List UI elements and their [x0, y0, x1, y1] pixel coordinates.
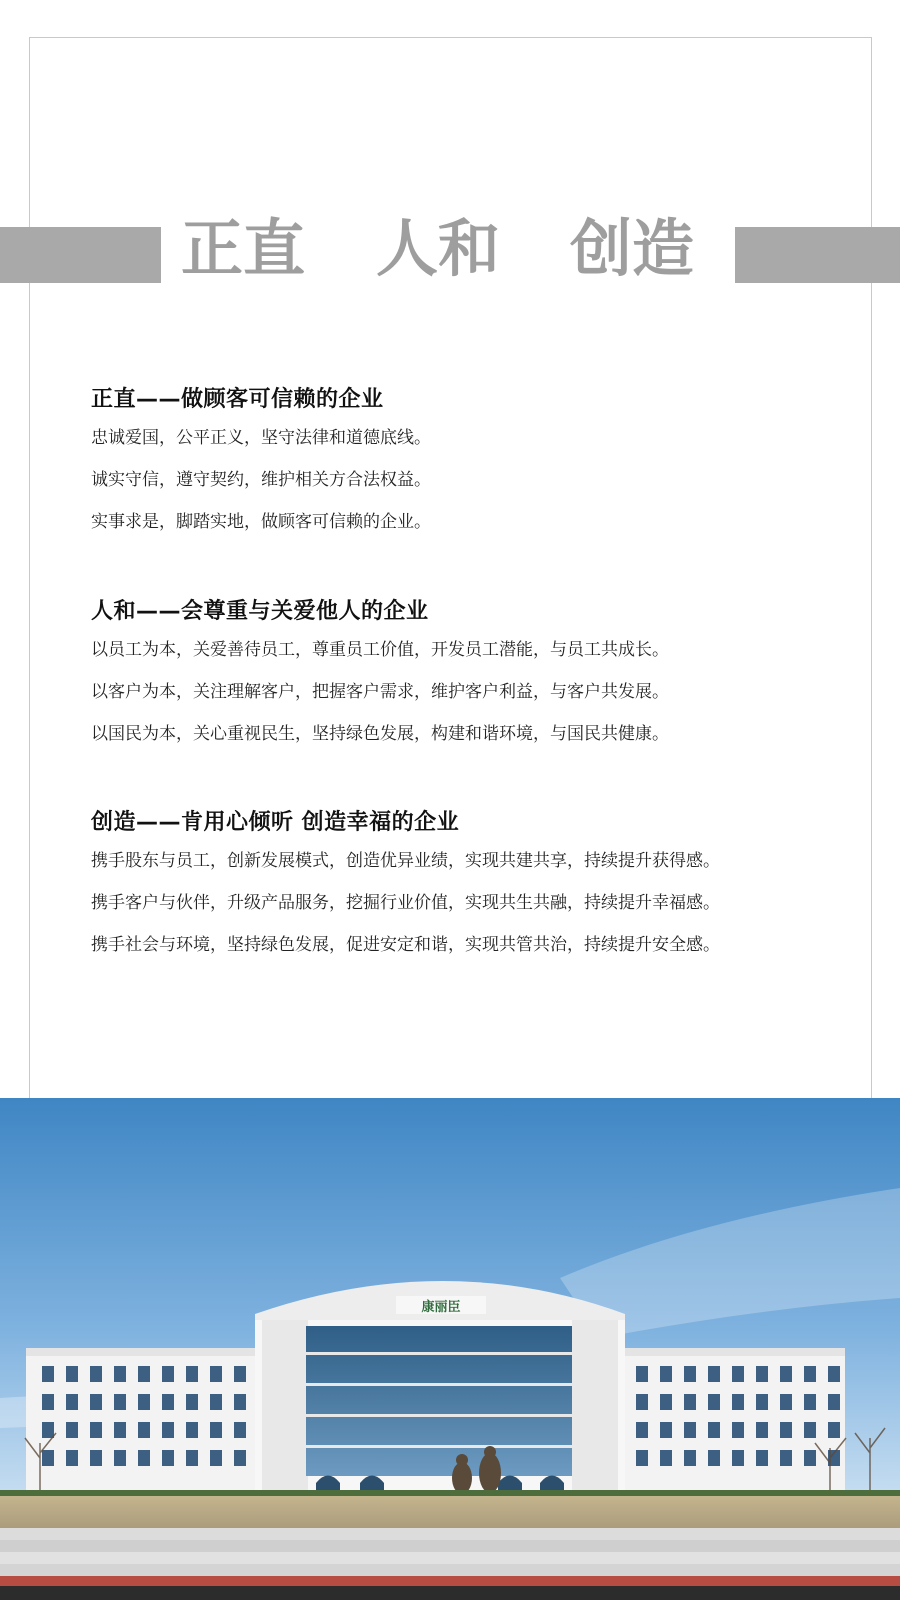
window — [708, 1394, 720, 1410]
window — [684, 1450, 696, 1466]
window — [684, 1366, 696, 1382]
steps — [0, 1528, 900, 1576]
motto-word-creation: 创造 — [570, 212, 695, 285]
window — [42, 1394, 54, 1410]
window — [186, 1450, 198, 1466]
window — [708, 1366, 720, 1382]
section-line: 携手社会与环境，坚持绿色发展，促进安定和谐，实现共管共治，持续提升安全感。 — [91, 935, 720, 955]
motto-banner — [0, 212, 900, 285]
window — [636, 1422, 648, 1438]
window — [66, 1394, 78, 1410]
window — [66, 1422, 78, 1438]
window — [660, 1366, 672, 1382]
window — [210, 1422, 222, 1438]
window — [114, 1422, 126, 1438]
window — [684, 1394, 696, 1410]
window — [660, 1450, 672, 1466]
lawn — [0, 1493, 900, 1533]
section-title: 创造——肯用心倾听 创造幸福的企业 — [91, 810, 460, 835]
window — [162, 1394, 174, 1410]
window — [42, 1366, 54, 1382]
window — [186, 1394, 198, 1410]
road — [0, 1586, 900, 1600]
section-line: 诚实守信，遵守契约，维护相关方合法权益。 — [91, 470, 431, 490]
window — [828, 1366, 840, 1382]
headquarters-illustration — [0, 1098, 900, 1600]
running-track — [0, 1576, 900, 1586]
section-line: 忠诚爱国，公平正义，坚守法律和道德底线。 — [91, 428, 431, 448]
window — [162, 1422, 174, 1438]
motto-word-harmony: 人和 — [376, 212, 501, 285]
window — [804, 1366, 816, 1382]
window — [756, 1422, 768, 1438]
window — [234, 1366, 246, 1382]
window — [138, 1366, 150, 1382]
motto-word-integrity: 正直 — [181, 212, 306, 285]
section-line: 以客户为本，关注理解客户，把握客户需求，维护客户利益，与客户共发展。 — [91, 682, 669, 702]
window — [66, 1366, 78, 1382]
window — [90, 1394, 102, 1410]
window — [138, 1450, 150, 1466]
banner-bar-right — [735, 227, 900, 283]
window — [780, 1450, 792, 1466]
window — [138, 1394, 150, 1410]
building-center — [255, 1281, 625, 1496]
window — [732, 1366, 744, 1382]
window — [90, 1366, 102, 1382]
window — [234, 1422, 246, 1438]
section-integrity — [91, 383, 851, 543]
building-sign: 康丽臣 — [421, 1300, 461, 1315]
window — [210, 1394, 222, 1410]
window — [138, 1422, 150, 1438]
window — [210, 1450, 222, 1466]
headquarters-photo — [0, 1098, 900, 1600]
window — [804, 1422, 816, 1438]
window — [828, 1422, 840, 1438]
window — [780, 1366, 792, 1382]
section-line: 实事求是，脚踏实地，做顾客可信赖的企业。 — [91, 512, 431, 532]
window — [636, 1450, 648, 1466]
window — [660, 1422, 672, 1438]
section-line: 以员工为本，关爱善待员工，尊重员工价值，开发员工潜能，与员工共成长。 — [91, 640, 669, 660]
window — [210, 1366, 222, 1382]
window — [162, 1366, 174, 1382]
window — [804, 1450, 816, 1466]
window — [828, 1394, 840, 1410]
section-harmony — [91, 595, 851, 755]
window — [114, 1366, 126, 1382]
section-line: 携手股东与员工，创新发展模式，创造优异业绩，实现共建共享，持续提升获得感。 — [91, 851, 720, 871]
section-creation — [91, 806, 851, 966]
window — [114, 1450, 126, 1466]
hedge — [0, 1490, 900, 1496]
window — [90, 1422, 102, 1438]
window — [162, 1450, 174, 1466]
window — [636, 1394, 648, 1410]
window — [234, 1394, 246, 1410]
window — [90, 1450, 102, 1466]
window — [636, 1366, 648, 1382]
window — [732, 1450, 744, 1466]
window — [114, 1394, 126, 1410]
section-line: 以国民为本，关心重视民生，坚持绿色发展，构建和谐环境，与国民共健康。 — [91, 724, 669, 744]
window — [186, 1366, 198, 1382]
window — [186, 1422, 198, 1438]
window — [42, 1422, 54, 1438]
window — [780, 1394, 792, 1410]
window — [234, 1450, 246, 1466]
window — [756, 1394, 768, 1410]
window — [708, 1422, 720, 1438]
window — [804, 1394, 816, 1410]
window — [732, 1394, 744, 1410]
window — [42, 1450, 54, 1466]
window — [684, 1422, 696, 1438]
window — [756, 1450, 768, 1466]
window — [708, 1450, 720, 1466]
window — [780, 1422, 792, 1438]
window — [66, 1450, 78, 1466]
section-title: 人和——会尊重与关爱他人的企业 — [91, 599, 429, 624]
section-line: 携手客户与伙伴，升级产品服务，挖掘行业价值，实现共生共融，持续提升幸福感。 — [91, 893, 720, 913]
section-title: 正直——做顾客可信赖的企业 — [91, 387, 384, 412]
banner-bar-left — [0, 227, 161, 283]
window — [756, 1366, 768, 1382]
window — [732, 1422, 744, 1438]
window — [660, 1394, 672, 1410]
